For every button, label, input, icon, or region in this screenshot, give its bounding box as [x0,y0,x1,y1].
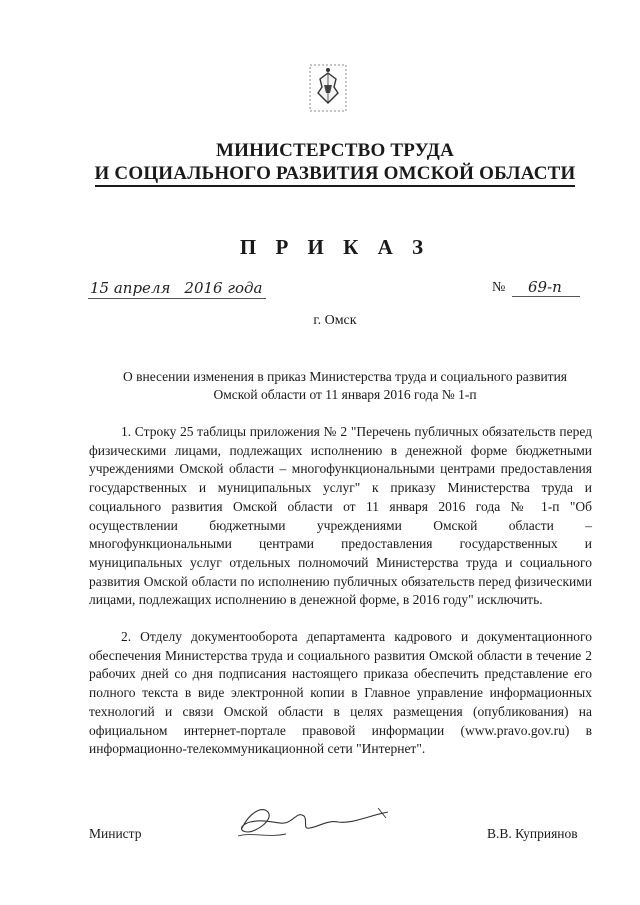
paragraph-1: 1. Строку 25 таблицы приложения № 2 "Перечень публичных обязательств перед физическими лицами, подлежащих исполнению в денежной форме бюджетными учреждениями Омской области – многофункциональными центрами предоставления государственных и муниципальных услуг" к приказу Министерства труда и социального развития Омской области от 11 января 2016 года № 1-п "Об осуществлении бюджетными учреждениями Омской области – многофункциональными центрами предоставления государственных и муниципальных услуг отдельных полномочий Министерства труда и социального развития Омской области по исполнению публичных обязательств перед физическими лицами, подлежащих исполнению в денежной форме, в 2016 году" исключить. [89,424,592,608]
order-number: 69-п [512,278,580,297]
order-number-label: № [492,280,506,295]
order-title: П Р И К А З [239,235,431,259]
coat-of-arms-icon [308,63,348,113]
order-subject: О внесении изменения в приказ Министерства труда и социального развития Омской области от 11 января 2016 года № 1-п [122,369,568,402]
ministry-name-line2: И СОЦИАЛЬНОГО РАЗВИТИЯ ОМСКОЙ ОБЛАСТИ [0,163,640,185]
signer-name: В.В. Куприянов [487,826,578,841]
signature [228,802,398,844]
ministry-name-line1: МИНИСТЕРСТВО ТРУДА [216,140,454,161]
order-date: 15 апреля 2016 года [88,279,266,299]
order-city: г. Омск [313,313,357,328]
paragraph-2: 2. Отделу документооборота департамента кадрового и документационного обеспечения Министерства труда и социального развития Омской области в течение 2 рабочих дней со дня подписания настоящего приказа обеспечить представление его полного текста в виде электронной копии в Главное управление информационных технологий и связи Омской области в целях размещения (опубликования) на официальном интернет-портале правовой информации (www.pravo.gov.ru) в информационно-телекоммуникационной сети "Интернет". [89,629,592,757]
signer-position: Министр [89,826,142,841]
